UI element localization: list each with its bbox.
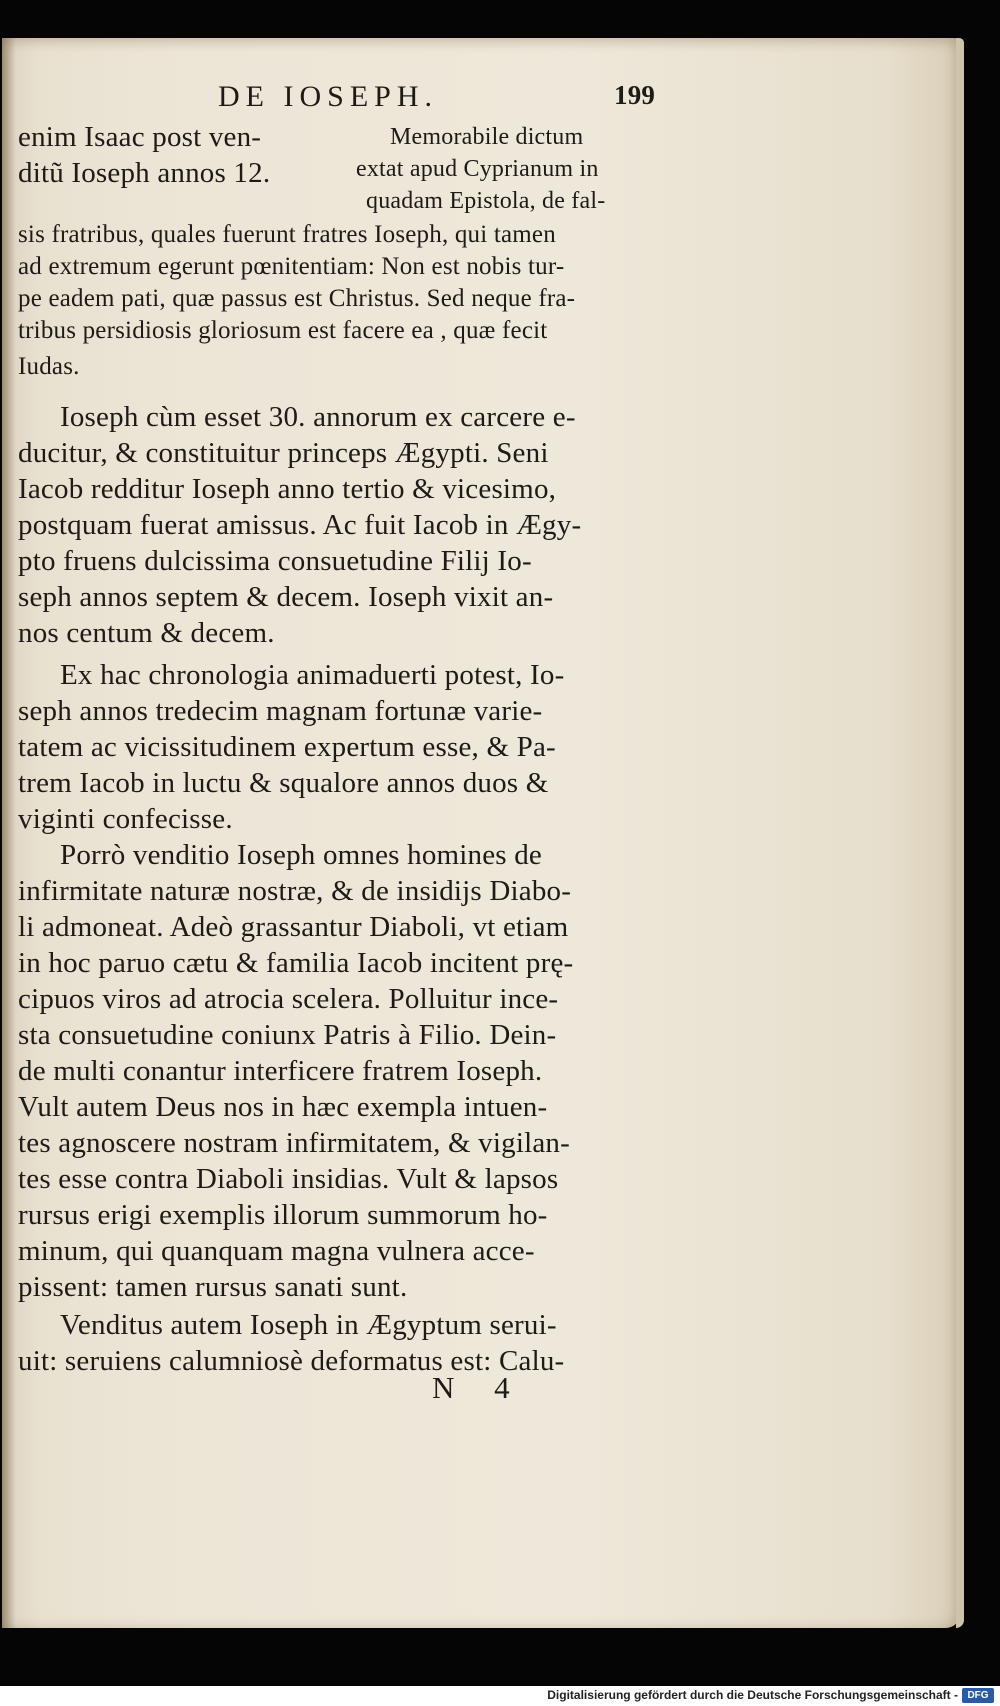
- text-line: Vult autem Deus nos in hæc exempla intuen-: [18, 1091, 548, 1123]
- text-line: pe eadem pati, quæ passus est Christus. Sed neque fra-: [18, 285, 576, 312]
- funding-credit: Digitalisierung gefördert durch die Deutsche Forschungsgemeinschaft -: [547, 1688, 958, 1702]
- text-line: seph annos septem & decem. Ioseph vixit an-: [18, 581, 554, 613]
- paragraph-start: Porrò venditio Ioseph omnes homines de: [60, 839, 543, 871]
- running-head: DE IOSEPH.: [218, 80, 439, 113]
- text-line: li admoneat. Adeò grassantur Diaboli, vt etiam: [18, 911, 569, 943]
- paragraph-start: Ioseph cùm esset 30. annorum ex carcere e-: [60, 401, 576, 433]
- side-note-line: Memorabile dictum: [390, 124, 584, 150]
- text-line: viginti confecisse.: [18, 803, 233, 835]
- text-line: nos centum & decem.: [18, 617, 275, 649]
- gutter-shadow: [2, 38, 16, 1628]
- text-line: trem Iacob in luctu & squalore annos duos &: [18, 767, 549, 799]
- text-line: rursus erigi exemplis illorum summorum ho-: [18, 1199, 548, 1231]
- page-edge: [956, 38, 964, 1628]
- side-note-line: extat apud Cyprianum in: [356, 156, 599, 182]
- text-line: infirmitate naturæ nostræ, & de insidijs Diabo-: [18, 875, 572, 907]
- text-line: ditũ Ioseph annos 12.: [18, 157, 271, 189]
- text-line: minum, qui quanquam magna vulnera acce-: [18, 1235, 535, 1267]
- text-line: uit: seruiens calumniosè deformatus est: Calu-: [18, 1345, 565, 1377]
- text-line: in hoc paruo cætu & familia Iacob incitent prę-: [18, 947, 574, 979]
- side-note-line: quadam Epistola, de fal-: [366, 188, 606, 214]
- text-line: tes esse contra Diaboli insidias. Vult & lapsos: [18, 1163, 559, 1195]
- dfg-logo: DFG: [962, 1688, 994, 1703]
- text-line: ducitur, & constituitur princeps Ægypti. Seni: [18, 437, 549, 469]
- text-line: postquam fuerat amissus. Ac fuit Iacob in Ægy-: [18, 509, 582, 541]
- text-line: Iacob redditur Ioseph anno tertio & vicesimo,: [18, 473, 557, 505]
- page-number: 199: [614, 80, 656, 110]
- paragraph-start: Venditus autem Ioseph in Ægyptum serui-: [60, 1309, 557, 1341]
- signature-mark: N 4: [432, 1370, 526, 1405]
- text-line: sta consuetudine coniunx Patris à Filio. Dein-: [18, 1019, 557, 1051]
- footer-bar: [0, 1686, 1000, 1706]
- text-line: de multi conantur interficere fratrem Ioseph.: [18, 1055, 543, 1087]
- text-line: tatem ac vicissitudinem expertum esse, & Pa-: [18, 731, 556, 763]
- text-line: ad extremum egerunt pœnitentiam: Non est nobis tur-: [18, 253, 565, 280]
- paragraph-start: Ex hac chronologia animaduerti potest, Io-: [60, 659, 565, 691]
- text-line: tes agnoscere nostram infirmitatem, & vigilan-: [18, 1127, 570, 1159]
- text-line: cipuos viros ad atrocia scelera. Polluitur ince-: [18, 983, 559, 1015]
- text-line: pissent: tamen rursus sanati sunt.: [18, 1271, 408, 1303]
- text-line: enim Isaac post ven-: [18, 121, 262, 153]
- text-line: pto fruens dulcissima consuetudine Filij Io-: [18, 545, 532, 577]
- text-line: sis fratribus, quales fuerunt fratres Ioseph, qui tamen: [18, 221, 556, 248]
- text-line: seph annos tredecim magnam fortunæ varie-: [18, 695, 543, 727]
- text-line: tribus persidiosis gloriosum est facere ea , quæ fecit: [18, 317, 548, 344]
- text-line: Iudas.: [18, 353, 80, 380]
